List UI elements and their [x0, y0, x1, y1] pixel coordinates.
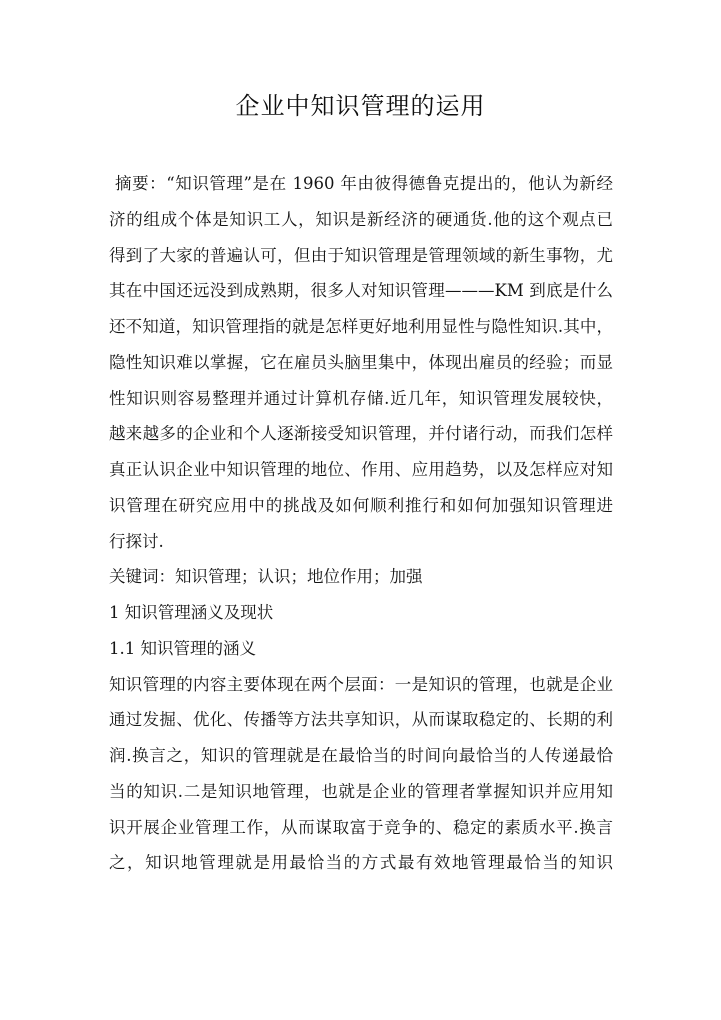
paragraph-line: 识开展企业管理工作，从而谋取富于竞争的、稳定的素质水平.换言	[109, 817, 613, 837]
abstract-line: 行探讨.	[109, 531, 164, 551]
abstract	[109, 166, 613, 559]
document-body	[109, 166, 613, 881]
paragraph-line: 之，知识地管理就是用最恰当的方式最有效地管理最恰当的知识	[109, 853, 613, 873]
document-title: 企业中知识管理的运用	[235, 92, 486, 120]
abstract-line: 识管理在研究应用中的挑战及如何顺利推行和如何加强知识管理进	[109, 495, 613, 515]
paragraph	[109, 667, 613, 882]
paragraph-line: 通过发掘、优化、传播等方法共享知识，从而谋取稳定的、长期的利	[109, 710, 613, 730]
abstract-line: 越来越多的企业和个人逐渐接受知识管理，并付诸行动，而我们怎样	[109, 424, 613, 444]
abstract-line: 摘要：“知识管理”是在 1960 年由彼得德鲁克提出的，他认为新经	[115, 174, 613, 193]
abstract-line: 性知识则容易整理并通过计算机存储.近几年，知识管理发展较快，	[109, 388, 613, 408]
abstract-line: 真正认识企业中知识管理的地位、作用、应用趋势，以及怎样应对知	[109, 460, 613, 479]
paragraph-line: 润.换言之，知识的管理就是在最恰当的时间向最恰当的人传递最恰	[109, 746, 613, 765]
abstract-line: 隐性知识难以掌握，它在雇员头脑里集中，体现出雇员的经验；而显	[109, 352, 613, 372]
abstract-line: 其在中国还远没到成熟期，很多人对知识管理———KM 到底是什么	[109, 281, 613, 301]
keywords: 关键词：知识管理；认识；地位作用；加强	[109, 567, 423, 587]
paragraph-line: 当的知识.二是知识地管理，也就是企业的管理者掌握知识并应用知	[109, 781, 613, 801]
abstract-line: 得到了大家的普遍认可，但由于知识管理是管理领域的新生事物，尤	[109, 245, 613, 265]
paragraph-line: 知识管理的内容主要体现在两个层面：一是知识的管理，也就是企业	[109, 674, 613, 694]
abstract-line: 还不知道，知识管理指的就是怎样更好地利用显性与隐性知识.其中，	[109, 317, 613, 336]
abstract-line: 济的组成个体是知识工人，知识是新经济的硬通货.他的这个观点已	[109, 209, 613, 229]
subsection-heading: 1.1 知识管理的涵义	[109, 638, 256, 658]
section-heading: 1 知识管理涵义及现状	[109, 603, 274, 622]
